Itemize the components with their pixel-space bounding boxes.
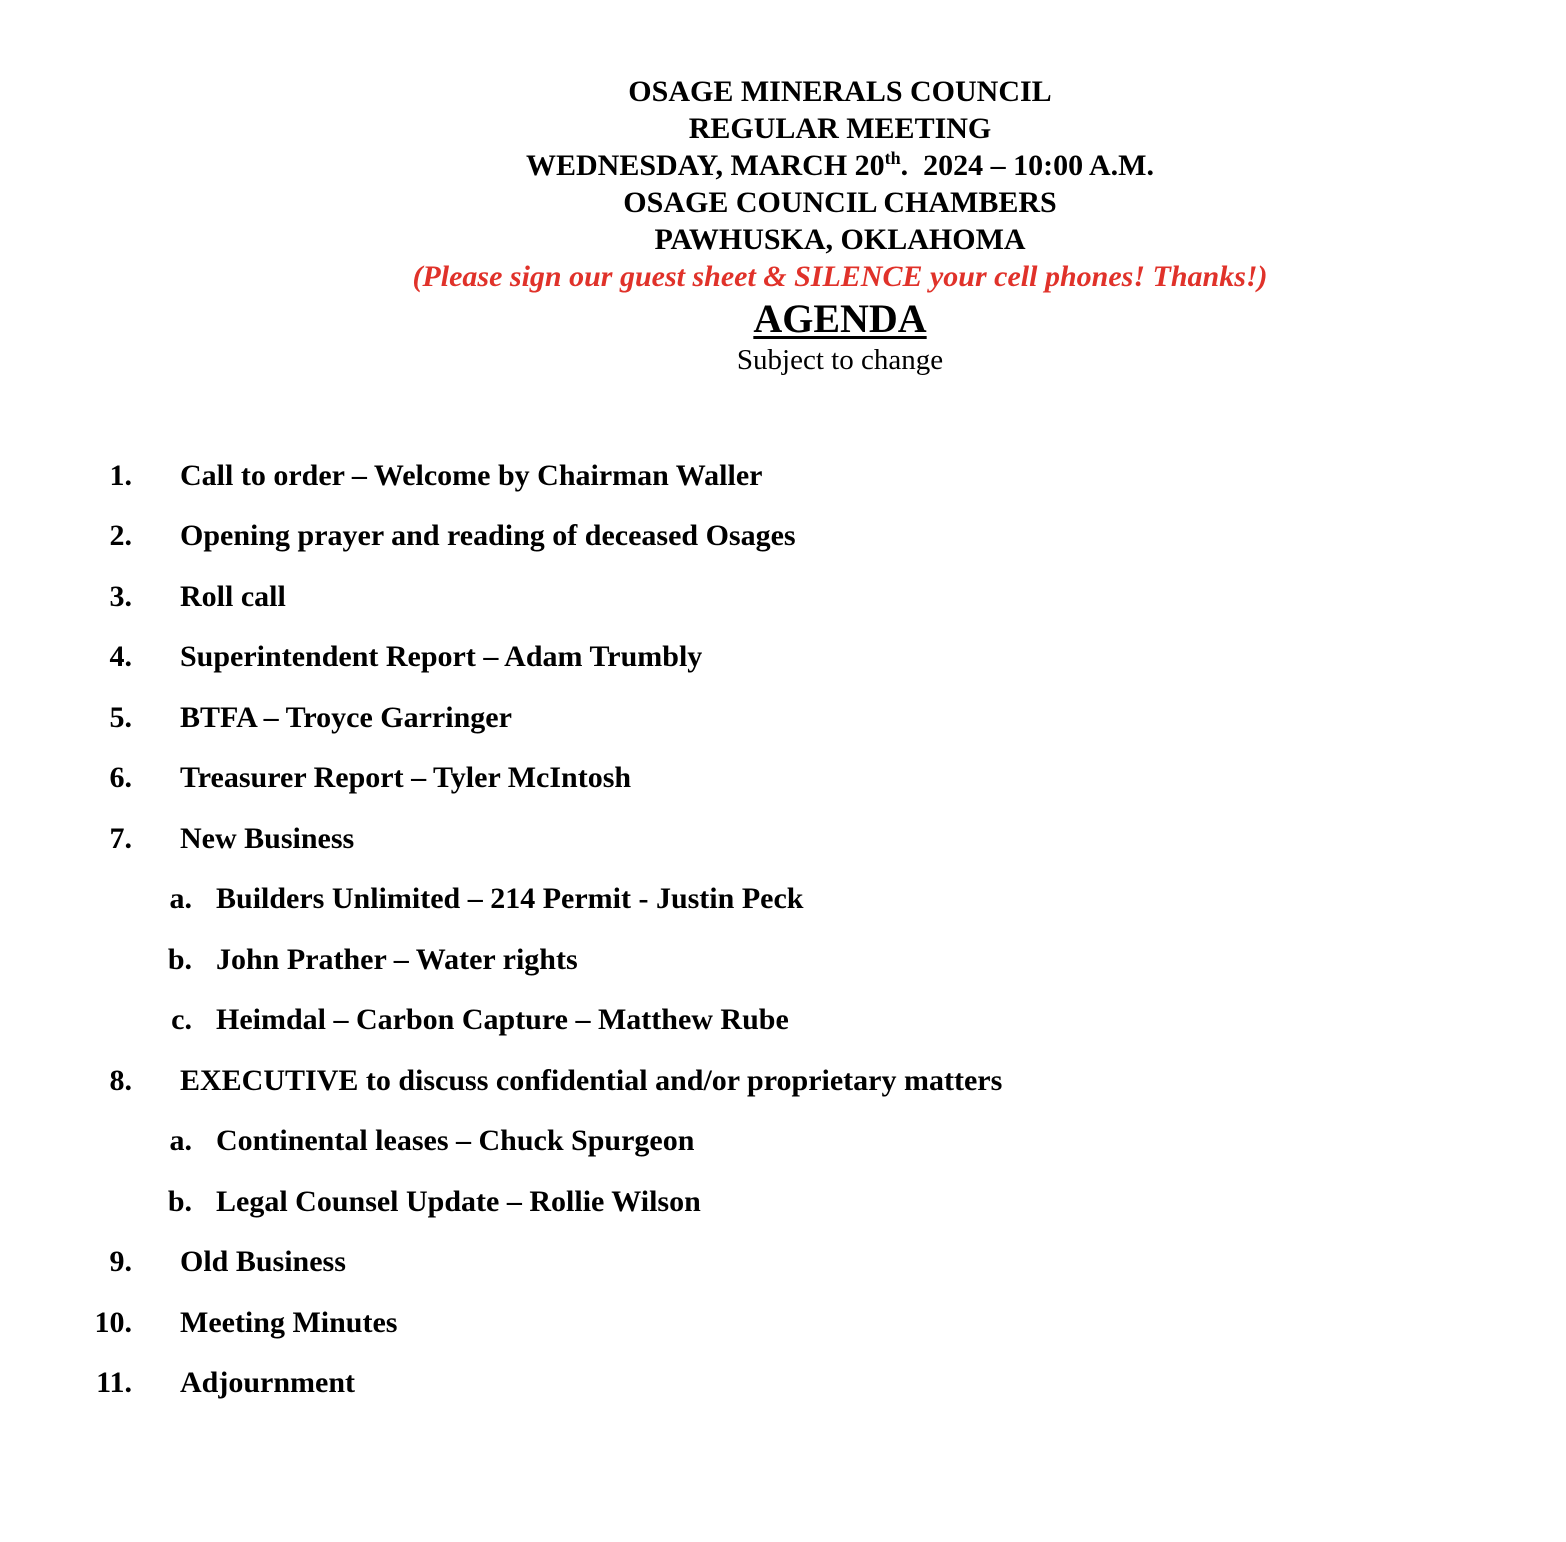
organization-name: OSAGE MINERALS COUNCIL: [628, 75, 1052, 108]
guest-notice: (Please sign our guest sheet & SILENCE your cell phones! Thanks!): [412, 260, 1268, 293]
document-header: [0, 73, 1566, 377]
meeting-location: OSAGE COUNCIL CHAMBERS: [623, 186, 1057, 219]
meeting-type: REGULAR MEETING: [688, 112, 992, 145]
agenda-title: AGENDA: [753, 296, 927, 341]
agenda-subtitle: Subject to change: [736, 344, 944, 376]
meeting-city: PAWHUSKA, OKLAHOMA: [654, 223, 1026, 256]
meeting-date: WEDNESDAY, MARCH 20th. 2024 – 10:00 A.M.: [525, 148, 1154, 182]
